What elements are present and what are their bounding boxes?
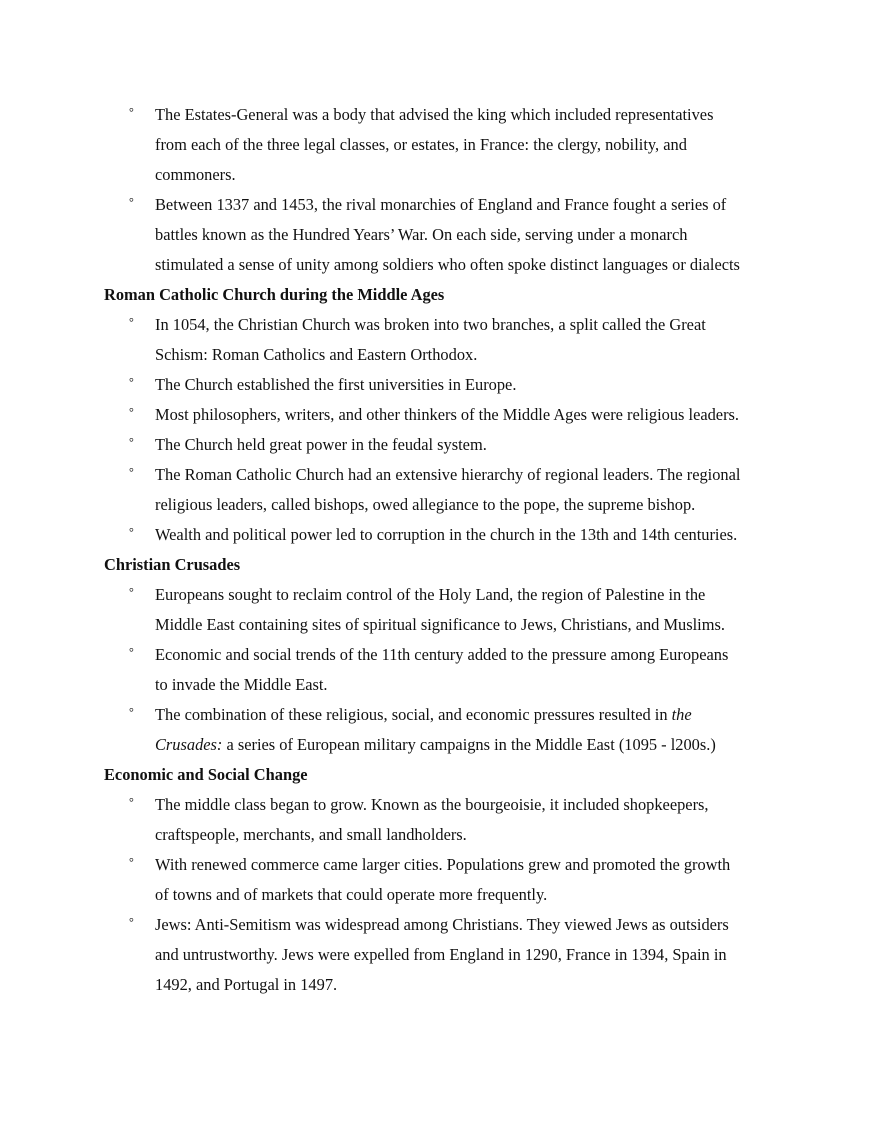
list-item-line <box>104 880 804 910</box>
line-text: a series of European military campaigns in the Middle East (1095 - l200s.) <box>222 735 716 754</box>
bullet-icon: ° <box>129 855 134 869</box>
line-text: The combination of these religious, social, and economic pressures resulted in <box>155 705 672 724</box>
line-text: and untrustworthy. Jews were expelled from England in 1290, France in 1394, Spain in <box>155 945 727 964</box>
bullet-icon: ° <box>129 195 134 209</box>
line-text: The Church held great power in the feudal system. <box>155 435 487 454</box>
list-item-line <box>104 100 804 130</box>
line-text: Economic and social trends of the 11th century added to the pressure among Europeans <box>155 645 729 664</box>
list-item-line <box>104 670 804 700</box>
line-text: Between 1337 and 1453, the rival monarchies of England and France fought a series of <box>155 195 727 214</box>
section <box>104 760 804 1000</box>
list-item-line <box>104 730 804 760</box>
list-item-line <box>104 820 804 850</box>
list-item-line <box>104 850 804 880</box>
list-item <box>104 100 804 190</box>
list-item-line <box>104 190 804 220</box>
list-item-line <box>104 460 804 490</box>
list-item <box>104 430 804 460</box>
list-item-line <box>104 160 804 190</box>
italic-text: the <box>671 705 692 724</box>
line-text: 1492, and Portugal in 1497. <box>155 975 338 994</box>
list-item-line <box>104 220 804 250</box>
list-item-line <box>104 310 804 340</box>
line-text: In 1054, the Christian Church was broken into two branches, a split called the Great <box>155 315 706 334</box>
line-text: The Estates-General was a body that advised the king which included representatives <box>155 105 714 124</box>
line-text: religious leaders, called bishops, owed allegiance to the pope, the supreme bishop. <box>155 495 696 514</box>
line-text: commoners. <box>155 165 236 184</box>
line-text: With renewed commerce came larger cities. Populations grew and promoted the growth <box>155 855 731 874</box>
line-text: of towns and of markets that could operate more frequently. <box>155 885 548 904</box>
document-page <box>104 100 804 1000</box>
bullet-icon: ° <box>129 405 134 419</box>
list-item <box>104 370 804 400</box>
section-heading: Roman Catholic Church during the Middle Ages <box>104 285 445 304</box>
list-item-line <box>104 400 804 430</box>
list-item <box>104 850 804 910</box>
line-text: Europeans sought to reclaim control of the Holy Land, the region of Palestine in the <box>155 585 706 604</box>
list-item-line <box>104 490 804 520</box>
list-item <box>104 190 804 280</box>
list-item-line <box>104 130 804 160</box>
list-item <box>104 790 804 850</box>
line-text: from each of the three legal classes, or estates, in France: the clergy, nobility, and <box>155 135 687 154</box>
line-text: Most philosophers, writers, and other thinkers of the Middle Ages were religious leaders. <box>155 405 740 424</box>
list-item <box>104 580 804 640</box>
line-text: The Roman Catholic Church had an extensive hierarchy of regional leaders. The regional <box>155 465 741 484</box>
bullet-icon: ° <box>129 645 134 659</box>
list-item-line <box>104 910 804 940</box>
list-item-line <box>104 970 804 1000</box>
list-item-line <box>104 610 804 640</box>
list-item-line <box>104 940 804 970</box>
list-item <box>104 700 804 760</box>
list-item-line <box>104 430 804 460</box>
bullet-icon: ° <box>129 105 134 119</box>
section <box>104 100 804 280</box>
bullet-icon: ° <box>129 465 134 479</box>
list-item-line <box>104 580 804 610</box>
bullet-icon: ° <box>129 705 134 719</box>
section-heading: Christian Crusades <box>104 555 241 574</box>
list-item <box>104 310 804 370</box>
italic-text: Crusades: <box>155 735 223 754</box>
bullet-icon: ° <box>129 435 134 449</box>
list-item <box>104 640 804 700</box>
section <box>104 550 804 760</box>
bullet-icon: ° <box>129 375 134 389</box>
line-text: battles known as the Hundred Years’ War. On each side, serving under a monarch <box>155 225 688 244</box>
list-item-line <box>104 640 804 670</box>
list-item-line <box>104 250 804 280</box>
list-item <box>104 400 804 430</box>
list-item <box>104 520 804 550</box>
bullet-icon: ° <box>129 585 134 599</box>
line-text: The middle class began to grow. Known as the bourgeoisie, it included shopkeepers, <box>155 795 709 814</box>
bullet-icon: ° <box>129 525 134 539</box>
line-text: The Church established the first universities in Europe. <box>155 375 517 394</box>
line-text: Schism: Roman Catholics and Eastern Orthodox. <box>155 345 478 364</box>
list-item-line <box>104 790 804 820</box>
list-item-line <box>104 700 804 730</box>
list-item <box>104 460 804 520</box>
section <box>104 280 804 550</box>
bullet-icon: ° <box>129 315 134 329</box>
list-item-line <box>104 370 804 400</box>
line-text: Wealth and political power led to corruption in the church in the 13th and 14th centuries. <box>155 525 738 544</box>
line-text: Middle East containing sites of spiritual significance to Jews, Christians, and Muslims. <box>155 615 725 634</box>
list-item <box>104 910 804 1000</box>
line-text: stimulated a sense of unity among soldiers who often spoke distinct languages or dialects <box>155 255 740 274</box>
section-heading: Economic and Social Change <box>104 765 308 784</box>
line-text: craftspeople, merchants, and small landholders. <box>155 825 467 844</box>
list-item-line <box>104 520 804 550</box>
list-item-line <box>104 340 804 370</box>
line-text: to invade the Middle East. <box>155 675 328 694</box>
bullet-icon: ° <box>129 795 134 809</box>
line-text: Jews: Anti-Semitism was widespread among Christians. They viewed Jews as outsiders <box>155 915 729 934</box>
bullet-icon: ° <box>129 915 134 929</box>
